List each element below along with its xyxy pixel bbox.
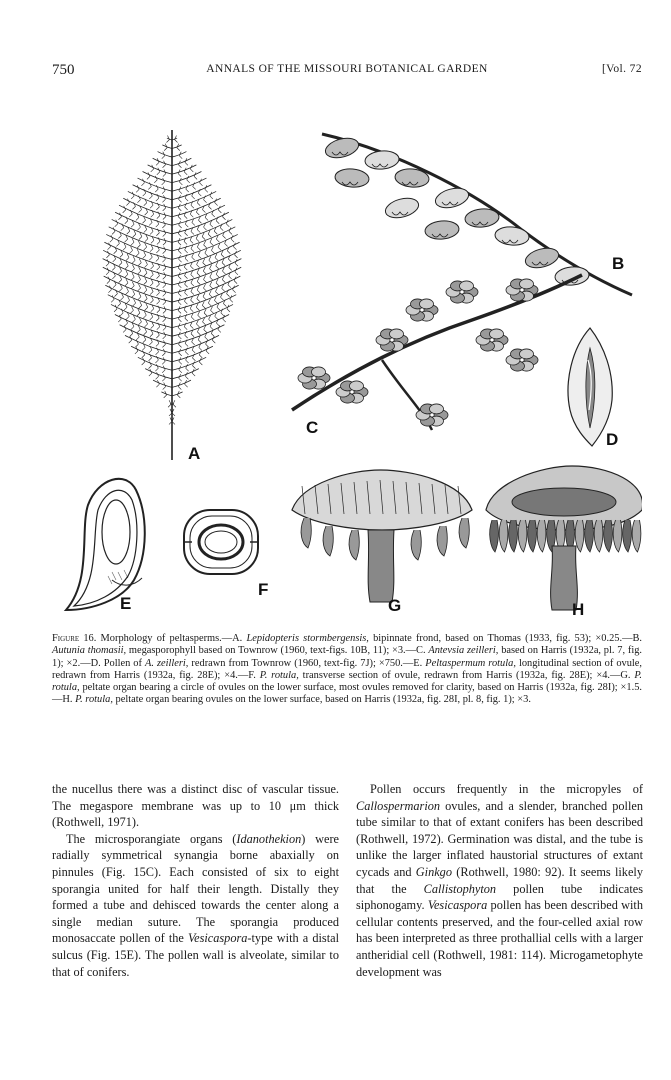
italic-text: Autunia thomasii, (52, 645, 127, 657)
italic-text: Vesicaspora (187, 931, 248, 946)
panel-label-g: G (388, 596, 402, 615)
italic-text: Vesicaspora (427, 898, 488, 913)
ovule-section-illustration-e (66, 479, 145, 610)
text-run: the nucellus there was a distinct disc of vascular tissue. The megaspore membrane was up to 10 μm thick (Rothwell, 1971). (52, 782, 339, 830)
text-run: bipinnate frond, based on Thomas (1933, fig. 53); ×0.25.—B. (368, 633, 642, 644)
text-run: peltate organ bearing a circle of ovules on the lower surface, most ovules removed for clarity, based on Harris (1932a, fig. 28I); ×1.5.—H. (52, 682, 642, 706)
italic-text: Antevsia zeilleri, (428, 645, 499, 657)
text-run: peltate organ bearing ovules on the lower surface, based on Harris (1932a, fig. 28I, pl. 8, fig. 1); ×3. (112, 694, 531, 706)
figure-16 (52, 110, 642, 630)
caption-text (52, 633, 642, 705)
text-run: -type with a distal sulcus (Fig. 15E). The pollen wall is alveolate, similar to that of conifers. (52, 931, 339, 979)
italic-text: P. rotula, (52, 669, 642, 694)
frond-illustration-a (103, 130, 242, 460)
panel-label-c: C (306, 418, 319, 437)
italic-text: Callistophyton (423, 881, 497, 896)
peltate-organ-illustration-h (486, 466, 642, 610)
panel-label-a: A (188, 444, 201, 463)
ovule-cross-section-illustration-f (184, 510, 258, 574)
italic-text: P. rotula, (75, 694, 113, 706)
megasporophyll-illustration-b (322, 134, 632, 295)
paragraph (356, 781, 643, 980)
italic-text: Lepidopteris stormbergensis, (246, 633, 369, 644)
figure-illustration (52, 110, 642, 630)
italic-text: Peltaspermum rotula, (425, 657, 516, 669)
paragraph (52, 781, 339, 831)
text-run: redrawn from Townrow (1960, text-fig. 7J); ×750.—E. (188, 657, 426, 669)
panel-label-d: D (606, 430, 619, 449)
text-run: Pollen occurs frequently in the micropyles of (370, 782, 643, 796)
text-run: The microsporangiate organs ( (66, 831, 237, 846)
text-run: longitudinal section of ovule, redrawn from Harris (1932a, fig. 28E); ×4.—F. (52, 657, 642, 681)
figure-caption (52, 633, 642, 707)
text-run: ) were radially symmetrical synangia borne abaxially on pinnules (Fig. 15C). Each consisted of six to eight sporangia united for half their length. Distally they formed a tube and dehisced towards the center along a single median suture. The sporangia produced monosaccate pollen of the (52, 831, 339, 946)
volume-label: [Vol. 72 (601, 63, 642, 75)
text-run: Morphology of peltasperms.—A. (96, 633, 247, 644)
italic-text: P. rotula, (259, 669, 299, 681)
italic-text: Callospermarion (356, 798, 441, 813)
italic-text: Ginkgo (415, 864, 452, 879)
running-head: ANNALS OF THE MISSOURI BOTANICAL GARDEN (206, 63, 488, 75)
panel-label-h: H (572, 600, 585, 619)
text-run: pollen tube indicates siphonogamy. (356, 881, 643, 913)
page-number: 750 (52, 62, 75, 78)
text-run: ovules, and a slender, branched pollen tube similar to that of extant conifers has been described (Rothwell, 1972). Germination was distal, and the tube is unlike the larger inflated haustorial structures of extant cycads and (356, 798, 643, 879)
italic-text: A. zeilleri, (144, 657, 189, 669)
panel-label-f: F (258, 580, 269, 599)
text-run: megasporophyll based on Townrow (1960, text-figs. 10B, 11); ×3.—C. (126, 645, 429, 657)
figure-number: Figure 16. (52, 633, 97, 644)
page-header (52, 62, 642, 80)
text-column-left (52, 781, 339, 980)
italic-text: Idanothekion (236, 831, 302, 846)
pollen-illustration-d (568, 328, 612, 446)
peltate-organ-illustration-g (292, 470, 472, 602)
panel-label-b: B (612, 254, 625, 273)
text-run: based on Harris (1932a, pl. 7, fig. 1); ×2.—D. Pollen of (52, 645, 642, 669)
text-column-right (356, 781, 643, 980)
paragraph (52, 831, 339, 980)
text-run: transverse section of ovule, redrawn from Harris (1932a, fig. 28E); ×4.—G. (298, 669, 635, 681)
text-run: (Rothwell, 1980: 92). It seems likely that the (356, 864, 643, 896)
synangia-illustration-c (292, 275, 582, 430)
panel-label-e: E (120, 594, 132, 613)
text-run: pollen has been described with cellular contents preserved, and the four-celled axial row has been interpreted as three prothallial cells with a larger antheridial cell (Rothwell, 1981: 114). Microgametophyte development was (356, 898, 643, 979)
